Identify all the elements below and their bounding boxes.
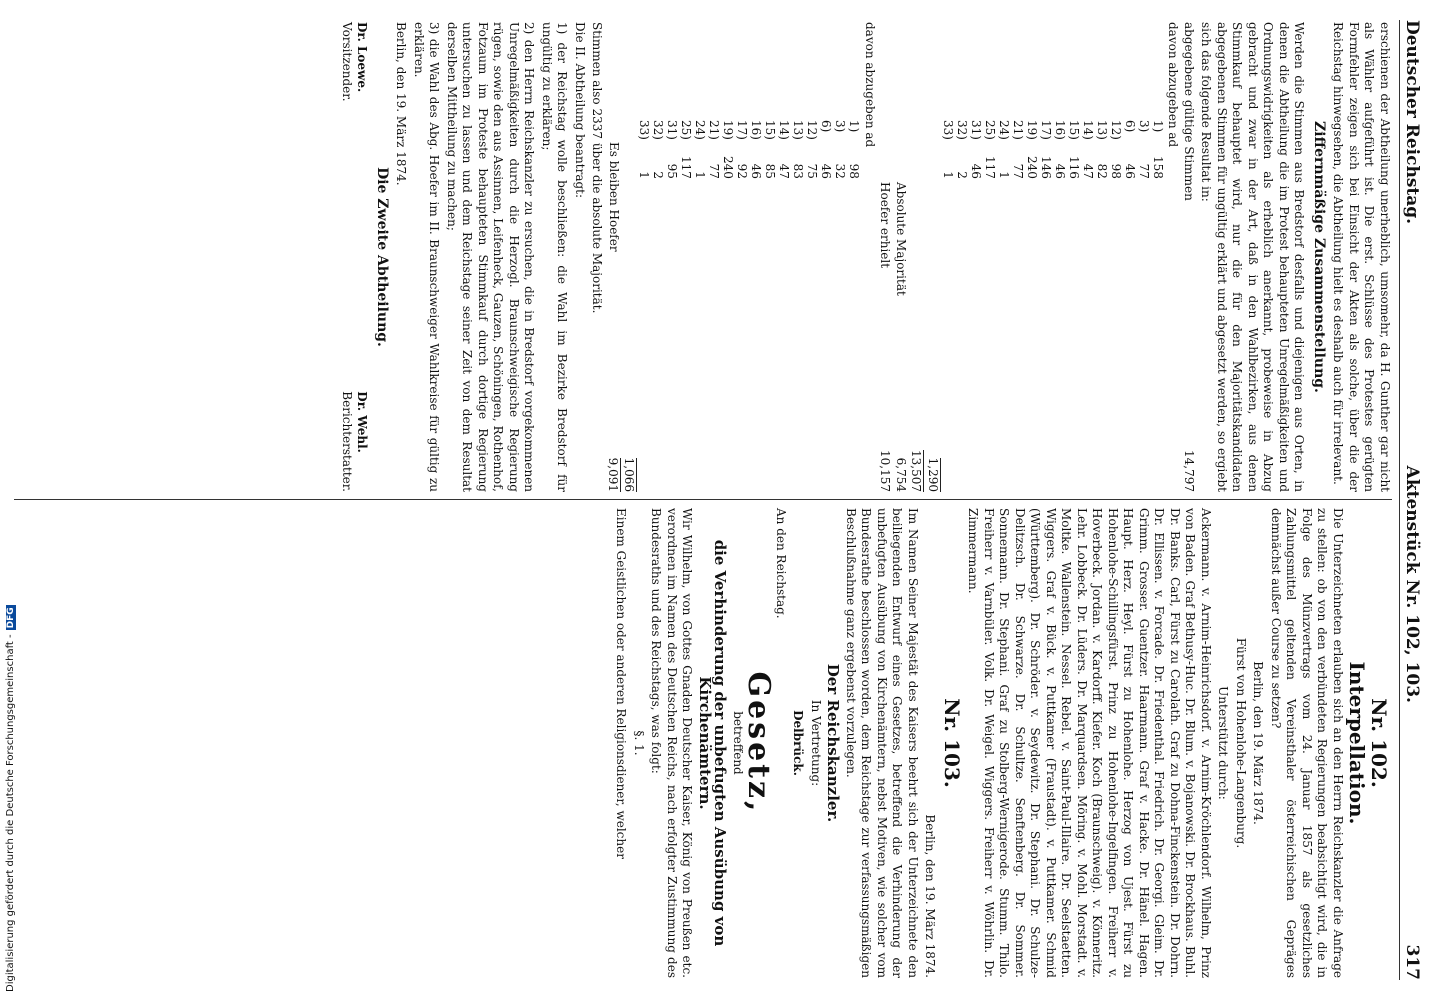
page-number: 317 bbox=[1402, 944, 1422, 980]
row-value: 1 bbox=[941, 171, 955, 179]
valid-votes-total: 14,797 bbox=[1182, 450, 1196, 492]
subtotal-1: 1,290 bbox=[926, 457, 940, 492]
deduction-row bbox=[834, 112, 848, 187]
deduction-row bbox=[792, 112, 806, 187]
interpellation-title: Interpellation. bbox=[1345, 661, 1370, 825]
deduction-row bbox=[955, 112, 969, 187]
gesetz-subject: die Verhinderung der unbefugten Ausübung von Kirchenämtern. bbox=[696, 539, 730, 947]
nr-102-heading: Nr. 102. bbox=[1367, 698, 1391, 788]
row-value: 1 bbox=[637, 171, 652, 179]
row-ref: 32) bbox=[651, 120, 666, 140]
sig-left-role: Vorsitzender. bbox=[340, 22, 354, 102]
page-header bbox=[1399, 20, 1424, 980]
row-value: 1 bbox=[693, 171, 708, 179]
credit-text: Digitalisierung gefördert durch die Deutsche Forschungsgemeinschaft - bbox=[5, 634, 16, 992]
deducted-label-2: davon abzugeben ad bbox=[863, 22, 877, 148]
row-value: 2 bbox=[955, 171, 969, 179]
remaining-1: 13,507 bbox=[909, 450, 924, 492]
letter-text: Im Namen Seiner Majestät des Kaisers beehrt sich der Unterzeichnete den beiliegenden Entwurf eines Gesetzes, betreffend die Verhinderung der unbefugten Ausübung von Kirchenämtern, nebst Motiven, wie solcher vom Bundesrathe beschlossen worden, dem Reichstage zur verfassungsmäßigen Beschlußnahme ganz ergebenst vorzulegen. bbox=[844, 508, 920, 978]
deduction-row bbox=[806, 112, 820, 187]
row-value: 158 bbox=[1151, 155, 1165, 179]
row-value: 98 bbox=[847, 163, 862, 179]
row-ref: 15) bbox=[763, 120, 778, 140]
valid-votes-line bbox=[1181, 22, 1197, 492]
valid-votes-label: abgegebene gültige Stimmen bbox=[1182, 22, 1196, 201]
abs-majority-value: 6,754 bbox=[894, 457, 908, 492]
row-value: 47 bbox=[777, 163, 792, 179]
column-divider bbox=[14, 499, 1392, 500]
hoefer-value: 10,157 bbox=[878, 450, 893, 492]
row-ref: 31) bbox=[969, 120, 983, 140]
row-value: 117 bbox=[983, 155, 997, 179]
row-ref: 21) bbox=[707, 120, 722, 140]
sig-right-name: Dr. Wehl. bbox=[355, 391, 370, 453]
row-ref: 6) bbox=[1123, 120, 1137, 133]
row-value: 85 bbox=[763, 163, 778, 179]
deduction-row bbox=[820, 112, 834, 187]
deduction-row bbox=[736, 112, 750, 187]
deduction-row bbox=[969, 112, 983, 187]
interpellation-signer: Fürst von Hohenlohe-Langenburg. bbox=[1234, 637, 1248, 849]
row-value: 77 bbox=[1011, 163, 1025, 179]
row-ref: 24) bbox=[693, 120, 708, 140]
right-column bbox=[14, 508, 1392, 978]
deduction-row bbox=[1095, 112, 1109, 187]
subtotal-line-2 bbox=[621, 22, 638, 492]
row-value: 1 bbox=[997, 171, 1011, 179]
sig-left bbox=[339, 22, 370, 102]
header-left: Deutscher Reichstag. bbox=[1402, 20, 1422, 225]
row-value: 46 bbox=[1053, 163, 1067, 179]
chancellor-title: Der Reichskanzler. bbox=[824, 663, 843, 823]
row-value: 77 bbox=[1137, 163, 1151, 179]
row-value: 46 bbox=[969, 163, 983, 179]
paragraph-text: Einem Geistlichen oder anderen Religionsdiener, welcher bbox=[614, 508, 629, 859]
deduction-row bbox=[1137, 112, 1151, 187]
gesetz-betreffend: betreffend bbox=[731, 711, 745, 775]
row-value: 47 bbox=[1081, 163, 1095, 179]
deduction-row bbox=[750, 112, 764, 187]
subtotal-line-1 bbox=[925, 22, 942, 492]
motion-2: 2) den Herrn Reichskanzler zu ersuchen, die in Bredstorf vorgekommenen Unregelmäßigkeiten durch die Herzogl. Braunschweigische Regierung rügen, sowie den aus Assinnen, Leifenheck, Gauzen, Schöningen, Rothenhof, Fotzaum im Proteste behaupteten Stimmkauf durch dortige Regierung untersuchen zu lassen und dem Reichstage seiner Zeit von dem Resultat derselben Mittheilung zu machen; bbox=[445, 22, 537, 492]
row-value: 82 bbox=[1095, 163, 1109, 179]
row-value: 83 bbox=[791, 163, 806, 179]
deduction-row bbox=[764, 112, 778, 187]
row-value: 75 bbox=[805, 163, 820, 179]
section-text: Werden die Stimmen aus Bredstorf desfalls und diejenigen aus Orten, in denen die Abtheilung die im Protest behaupteten Unregelmäßigkeiten und Ordnungswidrigkeiten als erheblich anerkannt, probeweise in Abzug gebracht und zwar in der Art, daß in den Wahlbezirken, aus denen Stimmkauf behauptet wird, nur die für den Majoritätskandidaten abgegebenen Stimmen für ungültig erklärt und abgesetzt werden, so ergiebt sich das folgende Resultat in: bbox=[1199, 22, 1307, 492]
row-value: 46 bbox=[1123, 163, 1137, 179]
deduction-row bbox=[652, 112, 666, 187]
addressee: An den Reichstag. bbox=[774, 508, 788, 619]
nr-103-heading: Nr. 103. bbox=[940, 698, 964, 788]
header-middle: Aktenstück Nr. 102, 103. bbox=[1402, 465, 1422, 703]
remaining-line-1 bbox=[908, 22, 925, 492]
row-ref: 3) bbox=[833, 120, 848, 133]
signature-title: Die Zweite Abtheilung. bbox=[374, 167, 390, 347]
signature-block bbox=[339, 22, 370, 492]
row-ref: 6) bbox=[819, 120, 834, 133]
row-value: 240 bbox=[721, 155, 736, 179]
row-ref: 14) bbox=[1081, 120, 1095, 140]
row-ref: 19) bbox=[721, 120, 736, 140]
motion-3: 3) die Wahl des Abg. Hoefer im II. Braunschweiger Wahlkreise für gültig zu erklären. bbox=[412, 22, 442, 492]
deduction-row bbox=[983, 112, 997, 187]
gesetz-title: Gesetz, bbox=[741, 671, 777, 815]
intro-paragraph: erschienen der Abtheilung unerheblich, umsomehr, da H. Gunther gar nicht als Wähler aufgeführt ist. Die erst. Schlüsse des Protestes gerügten Formfehler zeigen sich bei Einsicht der Akten als solche, über die der Reichstag hinwegsehen, die Abtheilung hielt es deshalb auch für irrelevant. bbox=[1331, 22, 1392, 492]
row-ref: 3) bbox=[1137, 120, 1151, 133]
interpellation-text: Die Unterzeichneten erlauben sich an den Herrn Reichskanzler die Anfrage zu stellen: ob von den verbündeten Regierungen beabsichtigt wird, die in Folge des Münzvertrags vom 24. Januar 1857 als gesetzliches Zahlungsmittel geltenden Vereinsthaler österreichischen Gepräges demnächst außer Course zu setzen? bbox=[1269, 508, 1345, 978]
chancellor-name: Delbrück. bbox=[791, 710, 806, 776]
row-value: 240 bbox=[1025, 155, 1039, 179]
deduction-row bbox=[1123, 112, 1137, 187]
paragraph-label: §. 1. bbox=[632, 730, 646, 756]
row-value: 146 bbox=[1039, 155, 1053, 179]
abs-majority-label: Absolute Majorität bbox=[894, 182, 908, 296]
row-ref: 12) bbox=[805, 120, 820, 140]
conclusion-2: Die II. Abtheilung beantragt: bbox=[573, 22, 587, 199]
row-ref: 13) bbox=[1095, 120, 1109, 140]
row-value: 77 bbox=[707, 163, 722, 179]
row-ref: 21) bbox=[1011, 120, 1025, 140]
row-ref: 33) bbox=[637, 120, 652, 140]
abs-majority-line bbox=[893, 22, 909, 492]
deduction-row bbox=[848, 112, 862, 187]
row-value: 95 bbox=[665, 163, 680, 179]
hoefer-line bbox=[877, 22, 893, 492]
row-ref: 14) bbox=[777, 120, 792, 140]
deduction-row bbox=[708, 112, 722, 187]
deducted-label: davon abzugeben ad bbox=[1166, 22, 1181, 148]
sig-right-role: Berichterstatter. bbox=[340, 391, 354, 492]
row-ref: 33) bbox=[941, 120, 955, 140]
row-value: 92 bbox=[735, 163, 750, 179]
remaining-2: 9,091 bbox=[606, 457, 620, 492]
deduction-row bbox=[722, 112, 736, 187]
row-value: 98 bbox=[1109, 163, 1123, 179]
row-ref: 12) bbox=[1109, 120, 1123, 140]
deduction-row bbox=[997, 112, 1011, 187]
row-ref: 13) bbox=[791, 120, 806, 140]
letter-date: Berlin, den 19. März 1874. bbox=[923, 814, 938, 978]
row-ref: 24) bbox=[997, 120, 1011, 140]
deduction-table-1 bbox=[941, 112, 1165, 187]
deduction-row bbox=[680, 112, 694, 187]
row-ref: 32) bbox=[955, 120, 969, 140]
row-value: 2 bbox=[651, 171, 666, 179]
left-column bbox=[14, 22, 1392, 492]
deduction-row bbox=[666, 112, 680, 187]
remaining-label: Es bleiben Hoefer bbox=[607, 142, 621, 252]
motion-1: 1) der Reichstag wolle beschließen: die Wahl im Bezirke Bredstorf für ungültig zu erklären; bbox=[540, 22, 570, 492]
chancellor-sub: In Vertretung: bbox=[809, 699, 823, 787]
row-ref: 25) bbox=[983, 120, 997, 140]
deduction-row bbox=[1081, 112, 1095, 187]
row-value: 117 bbox=[679, 155, 694, 179]
row-value: 32 bbox=[833, 163, 848, 179]
row-ref: 25) bbox=[679, 120, 694, 140]
row-ref: 15) bbox=[1067, 120, 1081, 140]
sig-left-name: Dr. Loewe. bbox=[355, 22, 370, 93]
sig-right bbox=[339, 391, 370, 492]
interpellation-date: Berlin, den 19. März 1874. bbox=[1251, 661, 1266, 825]
deduction-row bbox=[941, 112, 955, 187]
deduction-row bbox=[1151, 112, 1165, 187]
dfg-logo: DFG bbox=[6, 607, 16, 629]
row-ref: 17) bbox=[1039, 120, 1053, 140]
report-date: Berlin, den 19. März 1874. bbox=[394, 22, 409, 186]
row-value: 116 bbox=[1067, 155, 1081, 179]
deduction-row bbox=[638, 112, 652, 187]
remaining-line-2 bbox=[605, 22, 622, 492]
row-ref: 1) bbox=[1151, 120, 1165, 133]
section-title: Ziffernmäßige Zusammenstellung. bbox=[1311, 121, 1327, 393]
deduction-table-2 bbox=[638, 112, 862, 187]
row-ref: 31) bbox=[665, 120, 680, 140]
supported-label: Unterstützt durch: bbox=[1216, 686, 1231, 800]
preamble: Wir Wilhelm, von Gottes Gnaden Deutscher Kaiser, König von Preußen etc. verordnen im Namen des Deutschen Reichs, nach erfolgter Zustimmung des Bundesraths und des Reichstags, was folgt: bbox=[649, 508, 695, 978]
deduction-row bbox=[1067, 112, 1081, 187]
subtotal-2: 1,066 bbox=[622, 457, 637, 492]
hoefer-label: Hoefer erhielt bbox=[878, 182, 893, 269]
deduction-row bbox=[1039, 112, 1053, 187]
row-value: 46 bbox=[749, 163, 764, 179]
conclusion-1: Stimmen also 2337 über die absolute Majorität. bbox=[590, 22, 605, 314]
deduction-row bbox=[1053, 112, 1067, 187]
row-ref: 17) bbox=[735, 120, 750, 140]
row-ref: 16) bbox=[1053, 120, 1067, 140]
deduction-row bbox=[1109, 112, 1123, 187]
deduction-row bbox=[778, 112, 792, 187]
row-value: 46 bbox=[819, 163, 834, 179]
row-ref: 1) bbox=[847, 120, 862, 133]
deduction-row bbox=[1025, 112, 1039, 187]
row-ref: 16) bbox=[749, 120, 764, 140]
deduction-row bbox=[1011, 112, 1025, 187]
row-ref: 19) bbox=[1025, 120, 1039, 140]
deduction-row bbox=[694, 112, 708, 187]
supporters-list: Ackermann. v. Arnim-Heinrichsdorf. v. Arnim-Kröchlendorf. Wilhelm, Prinz von Baden. Graf Bethusy-Huc. Dr. Blum. v. Bojanowski. Dr. Brockhaus. Buhl. Dr. Banks. Carl, Fürst zu Carolath. Graf zu Dohna-Finckenstein. Dr. Dohrn. Dr. Ellissen. v. Forcade. Dr. Friedenthal. Friedrich. Dr. Georgi. Gleim. Dr. Grimm. Grosser. Guentzer. Haarmann. Graf v. Hacke. Dr. Hänel. Hagen. Haupt. Herz. Heyl. Fürst zu Hohenlohe. Herzog von Ujest. Fürst zu Hohenlohe-Schillingsfürst. Prinz zu Hohenlohe-Ingelfingen. Freiherr v. Hoverbeck. Jordan. v. Kardorff. Kiefer. Koch (Braunschweig). v. Könneritz. Lehr. Lobbeck. Dr. Lüders. Dr. Marquardsen. Möring. v. Mohl. Morstadt. v. Moltke. Wallenstein. Nessel. Rebel. v. Saint-Paul-Illaire. Dr. Seelstaetten. Wiggers. Graf v. Bück. v. Puttkamer (Fraustadt). v. Puttkamer. Schmid (Württemberg). Dr. Schröder. v. Seydewitz. Dr. Stephani. Dr. Schulze-Delitzsch. Dr. Schwarze. Dr. Schultze. Senftenberg. Dr. Sommer. Sonnemann. Dr. Stephani. Graf zu Stolberg-Wernigerode. Stumm. Thilo. Freiherr v. Varnbüler. Volk. Dr. Weigel. Wiggers. Freiherr v. Wöhrlin. Dr. Zimmermann. bbox=[966, 508, 1213, 978]
